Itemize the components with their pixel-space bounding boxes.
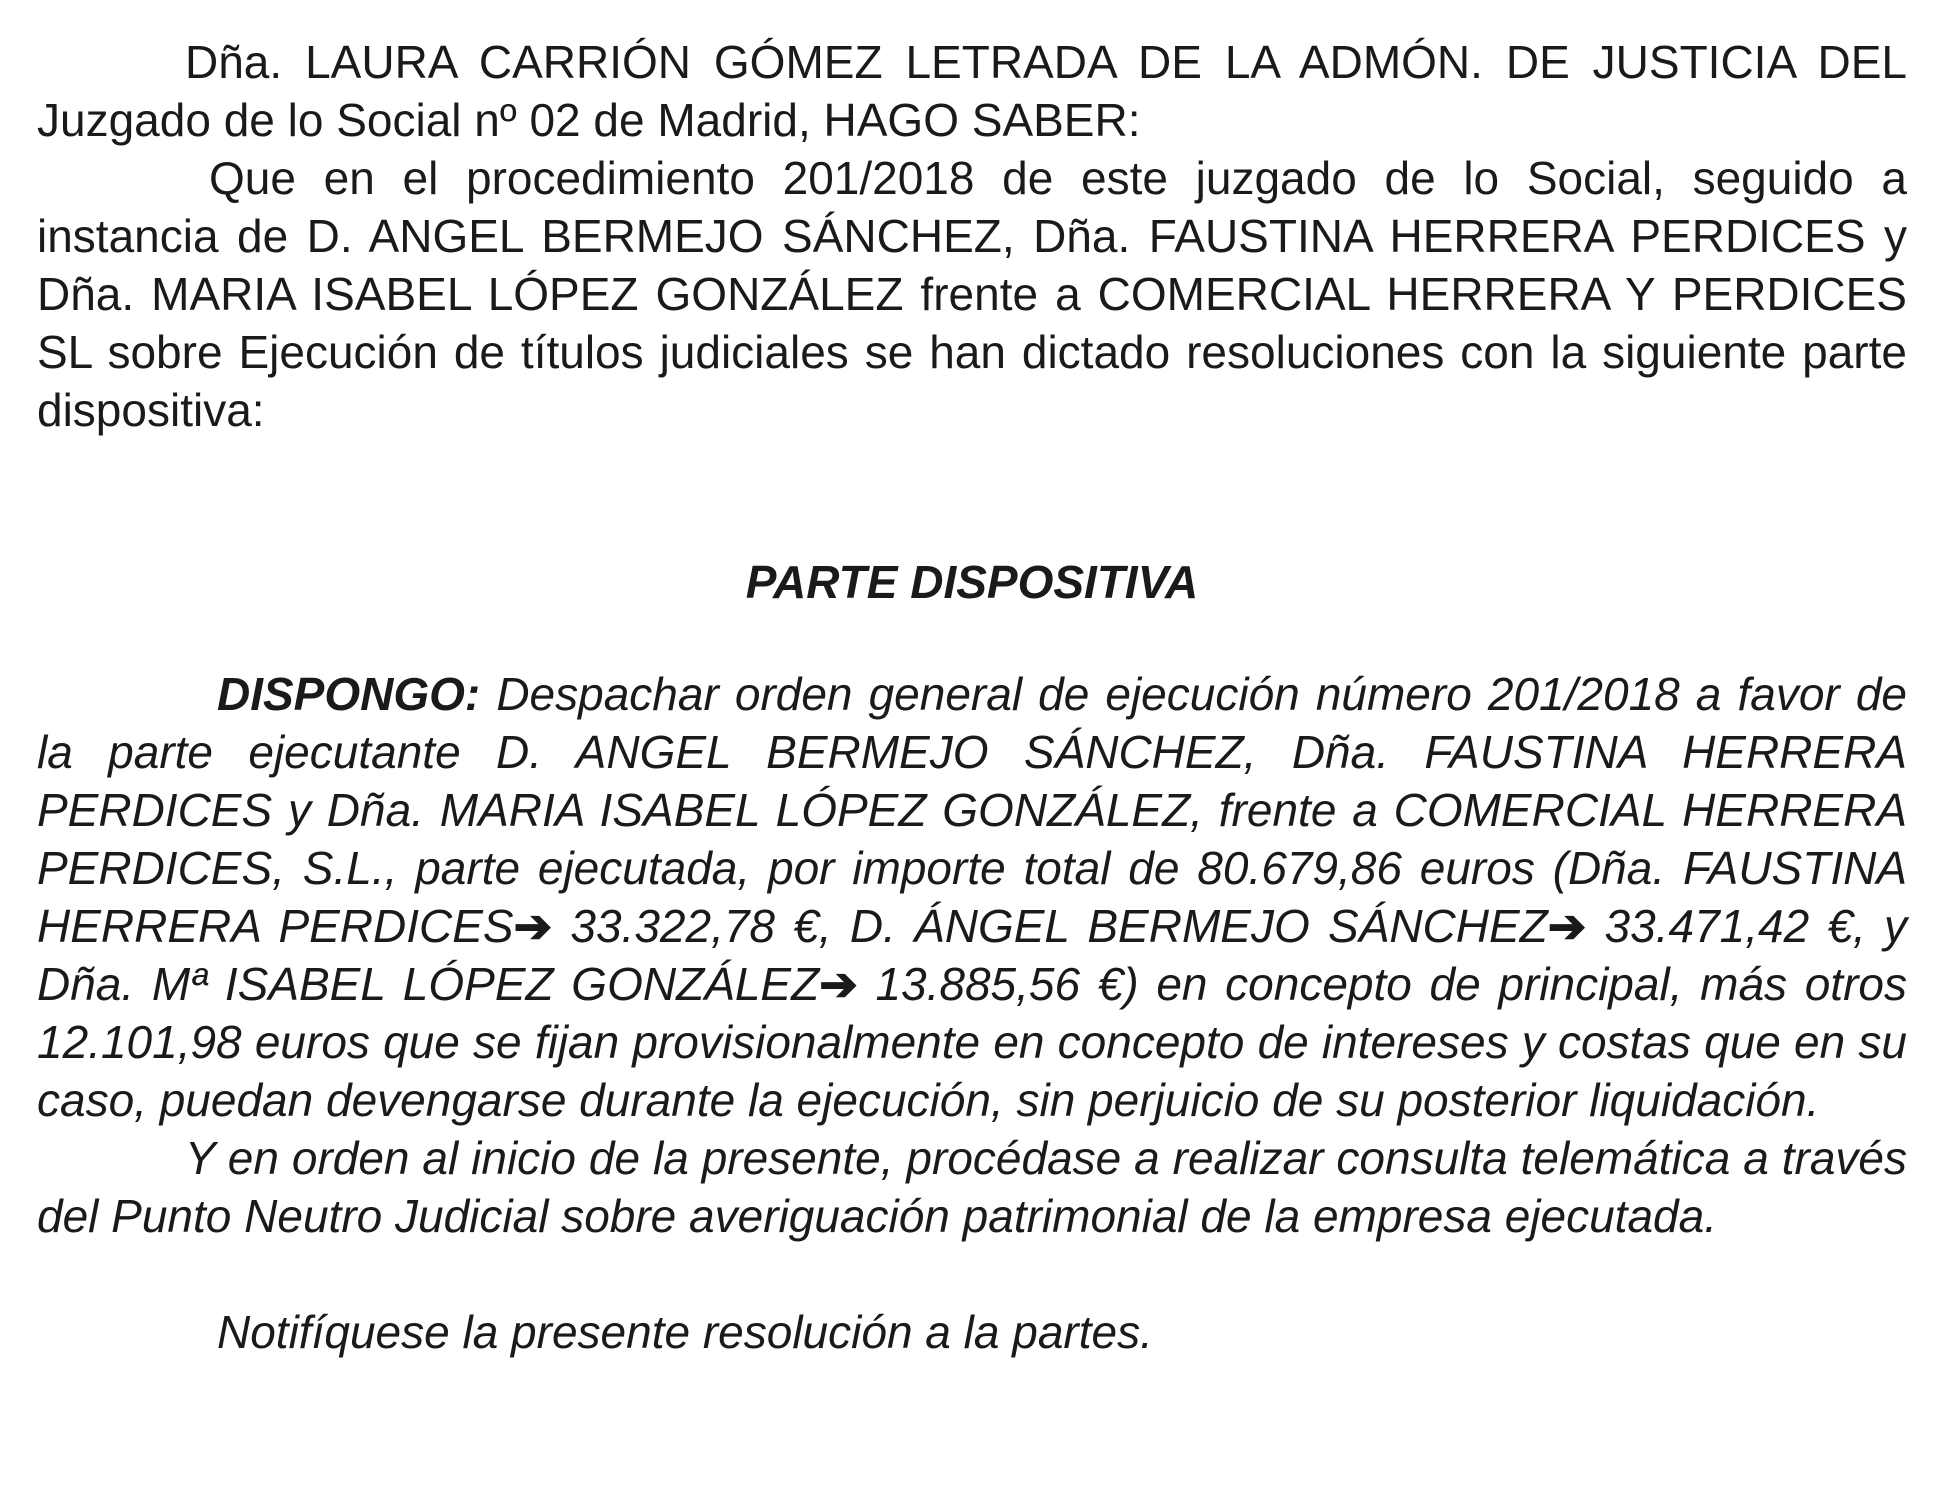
dispongo-text-3: 33.471,42 €, y Dña. Mª ISABEL LÓPEZ GONZÁLEZ: [37, 900, 1907, 1010]
document-page: [37, 33, 1907, 1361]
arrow-icon: ➔: [513, 900, 553, 952]
dispongo-text-1: Despachar orden general de ejecución número 201/2018 a favor de la parte ejecutante D. ANGEL BERMEJO SÁNCHEZ, Dña. FAUSTINA HERRERA PERDICES y Dña. MARIA ISABEL LÓPEZ GONZÁLEZ, frente a COMERCIAL HERRERA PERDICES, S.L., parte ejecutada, por importe total de 80.679,86 euros (Dña. FAUSTINA HERRERA PERDICES: [37, 668, 1907, 952]
consulta-paragraph: Y en orden al inicio de la presente, procédase a realizar consulta telemática a través del Punto Neutro Judicial sobre averiguación patrimonial de la empresa ejecutada.: [37, 1132, 1907, 1242]
notificacion-paragraph: Notifíquese la presente resolución a la partes.: [217, 1306, 1153, 1358]
intro-paragraph: Dña. LAURA CARRIÓN GÓMEZ LETRADA DE LA ADMÓN. DE JUSTICIA DEL Juzgado de lo Social nº 02 de Madrid, HAGO SABER:: [37, 36, 1907, 146]
arrow-icon: ➔: [819, 958, 858, 1010]
dispongo-paragraph: [37, 665, 1907, 1129]
section-heading: PARTE DISPOSITIVA: [745, 556, 1199, 608]
dispongo-text-2: 33.322,78 €, D. ÁNGEL BERMEJO SÁNCHEZ: [552, 900, 1548, 952]
dispongo-text-4: 13.885,56 €) en concepto de principal, más otros 12.101,98 euros que se fijan provisionalmente en concepto de intereses y costas que en su caso, puedan devengarse durante la ejecución, sin perjuicio de su posterior liquidación.: [37, 958, 1907, 1126]
dispongo-lead: DISPONGO:: [217, 668, 481, 720]
arrow-icon: ➔: [1547, 900, 1587, 952]
procedure-paragraph: Que en el procedimiento 201/2018 de este juzgado de lo Social, seguido a instancia de D. ANGEL BERMEJO SÁNCHEZ, Dña. FAUSTINA HERRERA PERDICES y Dña. MARIA ISABEL LÓPEZ GONZÁLEZ frente a COMERCIAL HERRERA Y PERDICES SL sobre Ejecución de títulos judiciales se han dictado resoluciones con la siguiente parte dispositiva:: [37, 152, 1907, 436]
